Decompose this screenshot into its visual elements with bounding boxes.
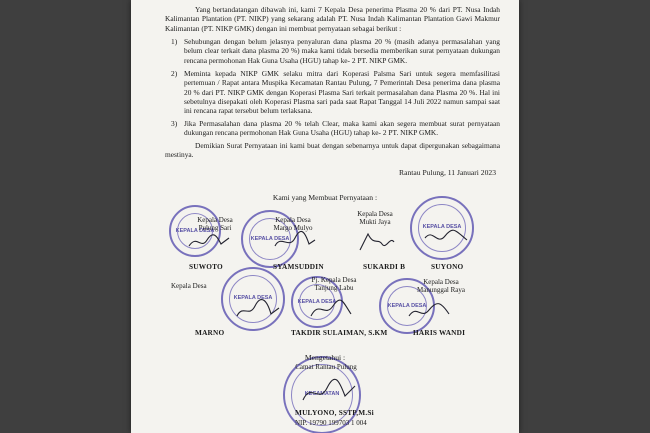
signature xyxy=(356,230,396,254)
statement-item-2 xyxy=(171,69,500,115)
item-text: Meminta kepada NIKP GMK selaku mitra dari Koperasi Palsma Sari untuk segera memfasilitasi pertemuan / Rapat antara Muspika Kecamatan Rantau Pulung, 7 Pemerintah Desa penerima dana plasma 20 % dari PT. NIKP GMK dengan Koperasi Plasma Sari terkait permasalahan dana Plasma 20 %. Hal ini sebetulnya disepakati oleh Koperasi Plasma sari pada saat Rapat Tanggal 14 Juli 2022 namun sampai saat ini rencana rapat tersebut belum terlaksana. xyxy=(184,69,500,116)
signature xyxy=(187,232,231,252)
statement-item-1 xyxy=(171,37,500,65)
intro-paragraph: Yang bertandatangan dibawah ini, kami 7 Kepala Desa penerima Plasma 20 % dari PT. Nusa Indah Kalimantan Plantation (PT. NIKP) yang sekarang adalah PT. Nusa Indah Kalimantan Plantation Gawi Makmur Kalimantan (PT. NIKP GMK) dengan ini membuat pernyataan sebagai berikut : xyxy=(165,5,500,33)
subdistrict-stamp: KECAMATAN xyxy=(283,356,361,433)
signer-name: SUYONO xyxy=(431,262,464,271)
role-label: Kepala Desa Mukti Jaya xyxy=(357,210,393,226)
role-label: Pj. Kepala Desa Tanjung Labu xyxy=(311,276,357,292)
signature xyxy=(273,230,317,252)
village-stamp: KEPALA DESA xyxy=(241,210,299,268)
item-number: 2) xyxy=(171,69,178,78)
village-stamp: KEPALA DESA xyxy=(291,276,343,328)
role-label: Kepala Desa Pulung Sari xyxy=(197,216,233,232)
signer-name: SUKARDI B xyxy=(363,262,406,271)
acknowledgement-role: Camat Rantau Pulung xyxy=(295,363,357,371)
signer-name: MARNO xyxy=(195,328,225,337)
acknowledgement-nip: NIP. 19790 199703 1 004 xyxy=(295,419,367,427)
village-stamp: KEPALA DESA xyxy=(379,278,435,334)
item-number: 1) xyxy=(171,37,178,46)
village-stamp: KEPALA DESA xyxy=(221,267,285,331)
signer-name: SYAMSUDDIN xyxy=(273,262,324,271)
signer-name: HARIS WANDI xyxy=(413,328,466,337)
signature xyxy=(407,300,451,324)
closing-paragraph: Demikian Surat Pernyataan ini kami buat dengan sebenarnya untuk dapat dipergunakan sebagaimana mestinya. xyxy=(165,141,500,160)
signer-name: TAKDIR SULAIMAN, S.KM xyxy=(291,328,388,337)
signature xyxy=(301,378,357,406)
village-stamp: KEPALA DESA xyxy=(169,205,221,257)
acknowledgement-name: MULYONO, SSTP,M.Si xyxy=(295,408,374,417)
signature xyxy=(423,226,469,248)
item-text: Sehubungan dengan belum jelasnya penyaluran dana plasma 20 % (masih adanya permasalahan yang belum clear terkait dana plasma 20 %) maka kami tidak bersedia memberikan surat pernyataan dukungan rencana permohonan Hak Guna Usaha (HGU) tahap ke- 2 PT. NIKP GMK. xyxy=(184,37,500,65)
signers-heading: Kami yang Membuat Pernyataan : xyxy=(272,193,378,202)
signature xyxy=(307,298,353,322)
signer-name: SUWOTO xyxy=(189,262,223,271)
role-label: Kepala Desa Manunggal Raya xyxy=(416,278,465,294)
letter-page xyxy=(131,0,519,433)
role-label: Kepala Desa Margo Mulyo xyxy=(273,216,313,232)
acknowledgement-heading: Mengetahui : xyxy=(304,353,346,362)
signature xyxy=(235,298,281,322)
item-number: 3) xyxy=(171,119,178,128)
place-date: Rantau Pulung, 11 Januari 2023 xyxy=(399,168,496,177)
role-label: Kepala Desa xyxy=(171,282,207,290)
statement-item-3 xyxy=(171,119,500,138)
item-text: Jika Permasalahan dana plasma 20 % telah Clear, maka kami akan segera membuat surat pernyataan dukungan rencana permohonan Hak Guna Usaha (HGU) tahap ke- 2 PT. NIKP GMK. xyxy=(184,119,500,138)
village-stamp: KEPALA DESA xyxy=(410,196,474,260)
